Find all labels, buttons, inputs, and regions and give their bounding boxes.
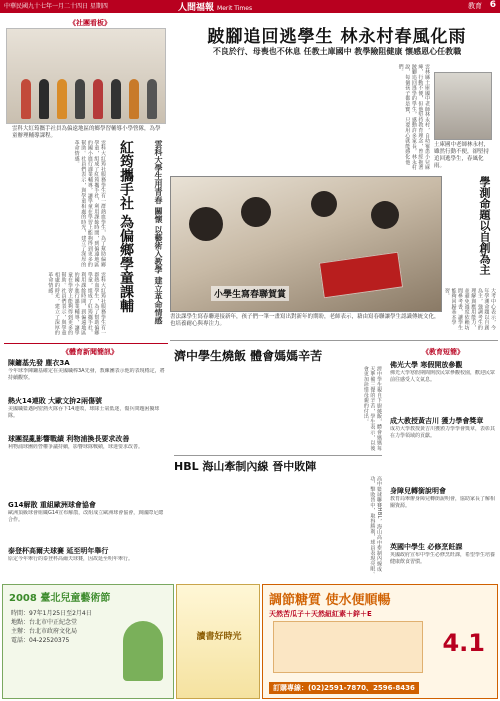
sports-column-title: 《體育新聞簡訊》: [62, 348, 118, 356]
club-column-title: 《社團看板》: [69, 19, 111, 27]
edu-item-body: 教育局舉辦身障兒轉銜說明會，協助家長了解相關資源。: [390, 496, 496, 509]
sports-item-body: 利物浦球團經營權爭議持續，影響球隊戰績，球迷要求改善。: [8, 444, 144, 450]
sports-item-title: 球團混亂影響戰績 利物浦換長要求改善: [8, 435, 130, 443]
edu-item-title: 佛光大學 寒假開放參觀: [390, 361, 463, 369]
edu-item-title: 身障兒轉銜說明會: [390, 487, 446, 495]
club-headline: 紅筠攜手社 為偏鄉學童課輔: [118, 140, 134, 313]
festival-ad[interactable]: [2, 584, 174, 699]
newspaper-brand: 人間福報 Merit Times: [178, 3, 253, 13]
product-image: [273, 621, 423, 673]
club-subhead: 雲科大學生用青春 關懷 以藝術入教學 建立革命情感: [154, 140, 163, 325]
edu-item-title: 成大教授黃吉川 獲力學會獎章: [390, 417, 484, 425]
sports-item-body: 今年球季陳鏞基確定在美國職棒3A先發，教練團表示他的表現穩定，將持續觀察。: [8, 368, 165, 381]
club-photo: [6, 28, 166, 124]
edu-item-body: 英國政府宣布中學生必修烹飪課，希望學生培養健康飲食習慣。: [390, 552, 496, 565]
main-headline: 跛腳追回逃學生 林永村春風化雨: [207, 27, 467, 47]
supplement-price: 4.1: [442, 629, 485, 657]
tree-illustration: [123, 621, 163, 681]
sports-item-title: 熱火14連敗 大歐文拚2兩傷號: [8, 397, 103, 405]
sports-item-title: G14解散 重組歐洲球會協會: [8, 501, 96, 509]
edu-item-body: 成功大學教授黃吉川獲頒力學學會獎章，表彰其在力學領域的貢獻。: [390, 426, 496, 439]
festival-ad-line: 主辦：台北市政府文化局: [11, 628, 78, 635]
supplement-ad-sub: 天然苦瓜子＋天然紐紅素＋鋅＋E: [269, 610, 372, 618]
festival-ad-line: 電話：04-22520375: [11, 637, 70, 644]
festival-ad-line: 時間：97年1月25日至2月4日: [11, 610, 92, 617]
edu-column-title: 《教育短簡》: [422, 348, 464, 356]
calligraphy-photo: [170, 176, 442, 312]
issue-date: 中華民國九十七年一月二十四日 星期四: [4, 3, 108, 10]
sports-item-title: 陳鏞基先發 塵衣3A: [8, 359, 70, 367]
club-article-body: 雲科大紅筠社服務學生有一群熱血學生，為了幫助偏鄉學童，組成了紅筠攜手社，利用課餘時間，到偏遠地區的國小進行課業輔導，讓學童在學習上能夠得到更多的幫助。社員們表示，與學童相處的時光，建立了深厚的革命情感。: [73, 140, 106, 268]
cooking-article-body: 濟中學生親自下廚燒飯，體會媽媽每天準備三餐的辛苦，學生表示，以後會更加珍惜母親的付出。: [362, 366, 382, 451]
sports-item-title: 泰登杯高爾夫球賽 延至明年舉行: [8, 547, 109, 555]
teacher-photo: [434, 72, 492, 140]
main-article-body: 雲林縣土庫國中老師林永村，自幼罹患小兒麻痺，行動不便，但他堅持教育理念，曾經拖著跛腳追回逃學的學生，感動許多家長。林永村說，每個孩子都是寶，只要用心就能感化他們。: [397, 64, 430, 170]
calligraphy-photo-label: 小學生寫春聯賀賞: [211, 286, 289, 301]
edu-item-title: 英國中學生 必修烹飪課: [390, 543, 463, 551]
festival-ad-title: 2008 臺北兒童藝術節: [9, 593, 111, 604]
supplement-ad-title: 調節糖質 使水便順暢: [269, 593, 391, 608]
sports-item-body: 歐洲頂級球會組織G14宣布解散，改組成立歐洲球會協會，與國際足總合作。: [8, 510, 164, 523]
order-hotline: 訂購專線：(02)2591-7870、2596-8436: [269, 682, 419, 694]
calligraphy-photo-caption: 書法課學生寫春聯迎接新年，孩子們一筆一畫寫出對新年的期盼，老師表示，藉由寫春聯讓學生認識傳統文化，也培養耐心與專注力。: [170, 314, 440, 327]
teacher-photo-caption: 土庫國中老師林永村，雖然行動不便，卻堅持追回逃學生，春風化雨。: [434, 142, 490, 169]
reading-ad[interactable]: [176, 584, 260, 699]
cooking-headline: 濟中學生燒飯 體會媽媽辛苦: [174, 349, 323, 363]
edu-item-body: 佛光大學寒假期間開放民眾參觀校園，歡迎民眾前往感受人文氣息。: [390, 370, 496, 383]
exam-article-body: 大考中心表示，今年學測命題以自創為主，強調考生的理解與應用能力，並避免過度依賴坊間參考書，讓學生能夠回歸基本學習。: [444, 288, 496, 331]
club-photo-caption: 雲科大紅筠攜手社員為偏遠地區的鄉學習輔導小學營隊，為學童辦理輔導課程。: [12, 126, 161, 139]
hbl-headline: HBL 海山牽制內線 晉中敗陣: [174, 460, 317, 473]
page-number: 6: [489, 0, 496, 10]
masthead-bar: [0, 0, 500, 13]
supplement-ad[interactable]: [262, 584, 498, 699]
hbl-article-body: 高中籃球聯賽HBL，海山高中牽制內線成功，擊敗晉中，取得勝利，球員表現亮眼。: [369, 476, 382, 577]
reading-ad-text: 讀書好時光: [196, 632, 242, 642]
sports-item-body: 原定今年舉行的泰登杯高爾夫球賽，因故延至明年舉行。: [8, 556, 134, 562]
section-name: 教育: [468, 2, 482, 10]
festival-ad-line: 地點：台北市中正紀念堂: [11, 619, 78, 626]
sports-item-body: 美國職籃邁阿密熱火隊吞下14連敗，球隊士氣低迷，傷兵問題困擾球隊。: [8, 406, 160, 419]
club-article-body-2: 雲科大紅筠社服務學生有一群熱血學生，為了幫助偏鄉學童，組成了紅筠攜手社，利用課餘時間，到偏遠地區的國小進行課業輔導，讓學童在學習上能夠得到更多的幫助。社員們表示，與學童相處的時光，建立了深厚的革命情感。: [47, 272, 106, 336]
exam-headline: 學測命題以自創為主: [478, 176, 491, 275]
main-subhead: 不良於行、母喪也不休息 任教土庫國中 教學險阻健康 懷感恩心任教職: [212, 47, 462, 56]
